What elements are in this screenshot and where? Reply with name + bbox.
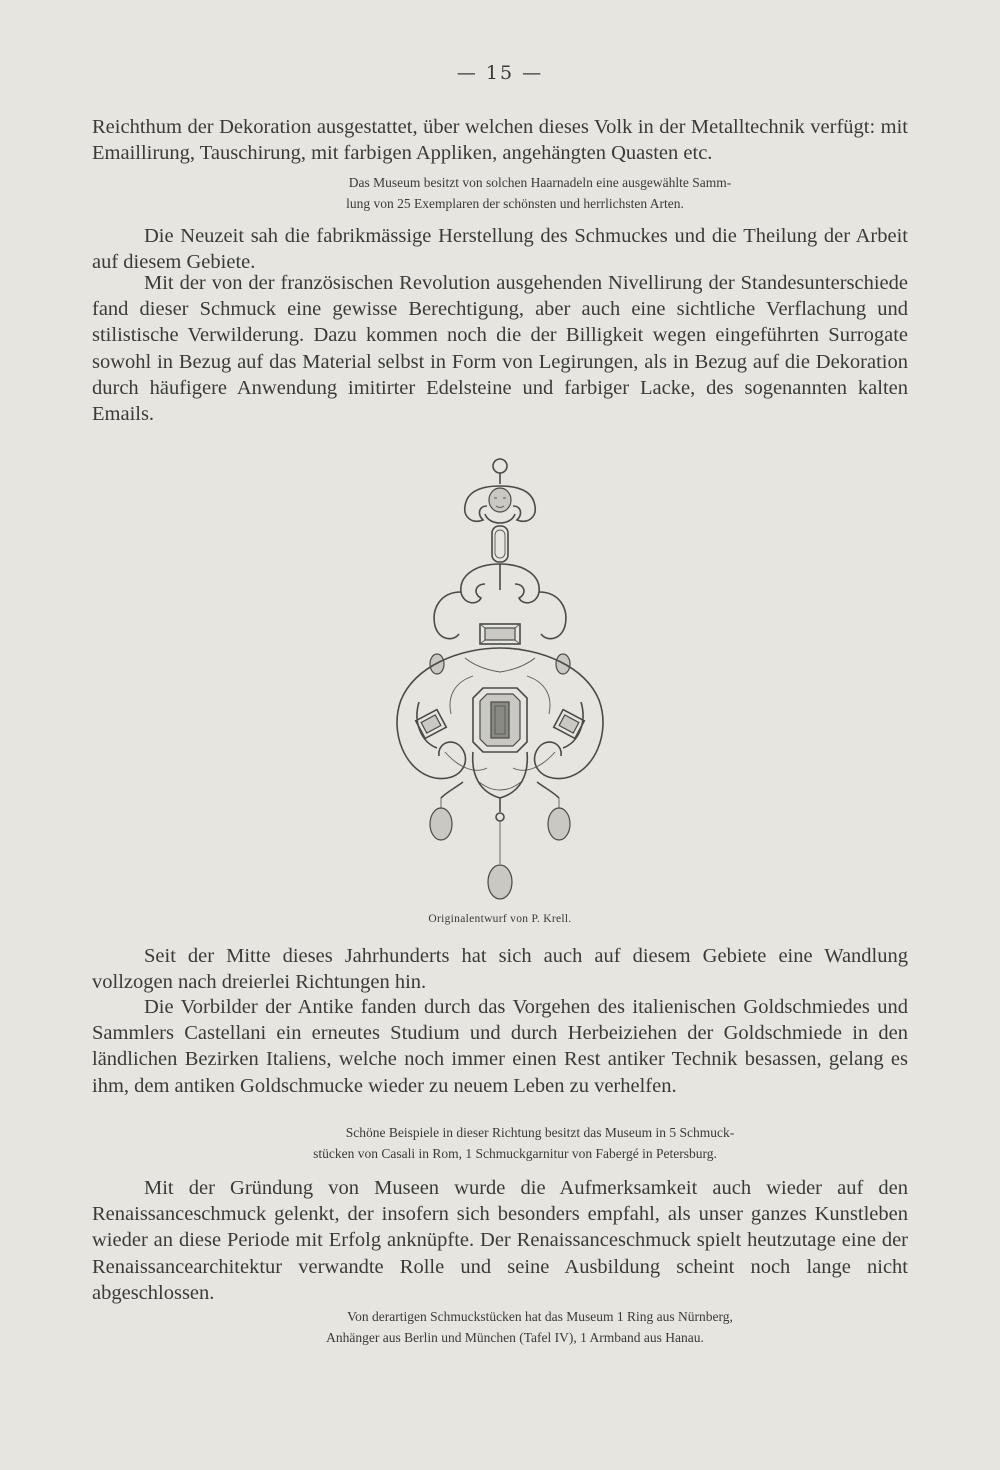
page-number: — 15 — — [456, 62, 544, 84]
footnote-1 — [92, 172, 908, 214]
paragraph-1-block — [92, 114, 908, 166]
footnote-1-line-1: Das Museum besitzt von solchen Haarnadeln eine ausgewählte Samm- — [348, 175, 732, 190]
footnote-3-line-1: Von derartigen Schmuckstücken hat das Museum 1 Ring aus Nürnberg, — [347, 1309, 733, 1324]
paragraph-4-block — [92, 943, 908, 995]
footnote-2-line-2: stücken von Casali in Rom, 1 Schmuckgarnitur von Fabergé in Petersburg. — [313, 1146, 717, 1161]
paragraph-1: Reichthum der Dekoration ausgestattet, über welchen dieses Volk in der Metalltechnik verfügt: mit Emaillirung, Tauschirung, mit farbigen Appliken, angehängten Quasten etc. — [92, 116, 908, 165]
paragraph-2: Die Neuzeit sah die fabrikmässige Herstellung des Schmuckes und die Theilung der Arbeit auf diesem Gebiete. — [92, 225, 908, 274]
pendant-illustration — [375, 452, 625, 902]
paragraph-3-block — [92, 270, 908, 427]
footnote-3 — [92, 1306, 908, 1348]
footnote-3-line-2: Anhänger aus Berlin und München (Tafel IV), 1 Armband aus Hanau. — [326, 1330, 704, 1345]
illustration-caption: Originalentwurf von P. Krell. — [428, 913, 572, 925]
paragraph-4: Seit der Mitte dieses Jahrhunderts hat sich auch auf diesem Gebiete eine Wandlung vollzogen nach dreierlei Richtungen hin. — [92, 945, 908, 994]
footnote-2-line-1: Schöne Beispiele in dieser Richtung besitzt das Museum in 5 Schmuck- — [345, 1125, 735, 1140]
footnote-2 — [92, 1122, 908, 1164]
paragraph-6-block — [92, 1175, 908, 1306]
paragraph-2-block — [92, 223, 908, 275]
paragraph-3: Mit der von der französischen Revolution ausgehenden Nivellirung der Standesunterschiede fand dieser Schmuck eine gewisse Berechtigung, aber auch eine sichtliche Verflachung und stilistische Verwilderung. Dazu kommen noch die der Billigkeit wegen eingeführten Surrogate sowohl in Bezug auf das Material selbst in Form von Legirungen, als in Bezug auf die Dekoration durch häufigere Anwendung imitirter Edelsteine und farbiger Lacke, des sogenannten kalten Emails. — [92, 272, 908, 426]
paragraph-6: Mit der Gründung von Museen wurde die Aufmerksamkeit auch wieder auf den Renaissanceschmuck gelenkt, der insofern sich besonders empfahl, als unser ganzes Kunstleben wieder an diese Periode mit Erfolg anknüpfte. Der Renaissanceschmuck spielt heutzutage eine der Renaissancearchitektur verwandte Rolle und seine Ausbildung scheint noch lange nicht abgeschlossen. — [92, 1177, 908, 1304]
footnote-1-line-2: lung von 25 Exemplaren der schönsten und herrlichsten Arten. — [346, 196, 684, 211]
paragraph-5-block — [92, 994, 908, 1099]
ornate-pendant-icon — [375, 452, 625, 902]
paragraph-5: Die Vorbilder der Antike fanden durch das Vorgehen des italienischen Goldschmiedes und Sammlers Castellani ein erneutes Studium und durch Herbeiziehen der Goldschmiede in den ländlichen Bezirken Italiens, welche noch immer einen Rest antiker Technik besassen, gelang es ihm, dem antiken Goldschmucke wieder zu neuem Leben zu verhelfen. — [92, 996, 908, 1097]
